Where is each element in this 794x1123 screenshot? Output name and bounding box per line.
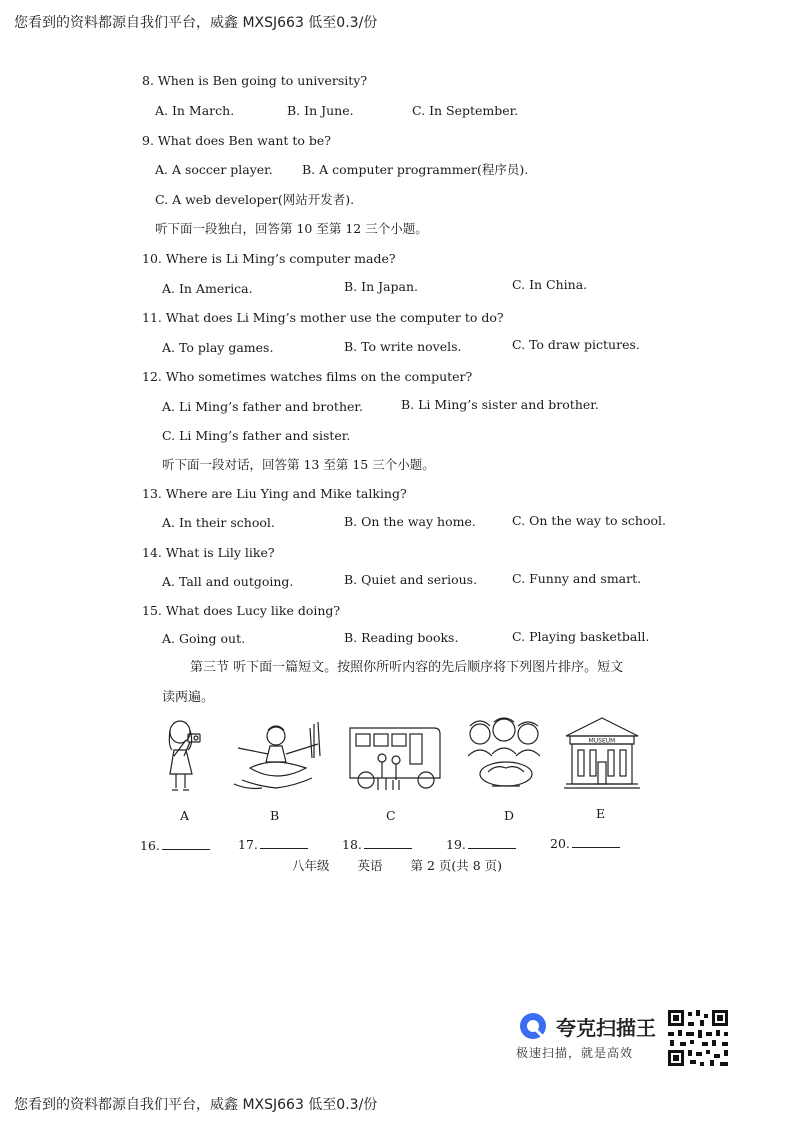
answer-blank-20[interactable] — [550, 836, 620, 851]
blank-number: 20. — [550, 836, 570, 851]
question-9: 9. What does Ben want to be? — [142, 133, 331, 148]
q11-option-a: A. To play games. — [162, 340, 274, 355]
instruction-dialog: 听下面一段对话，回答第 13 至第 15 三个小题。 — [162, 457, 435, 472]
picture-b-boy-boat — [228, 718, 328, 796]
q11-option-c: C. To draw pictures. — [512, 337, 640, 352]
instruction-monologue: 听下面一段独白，回答第 10 至第 12 三个小题。 — [155, 221, 428, 236]
footer-grade: 八年级 — [291, 858, 330, 873]
q10-option-a: A. In America. — [162, 281, 253, 296]
picture-label-a: A — [180, 808, 190, 823]
brand-name: 夸克扫描王 — [556, 1016, 656, 1040]
question-13: 13. Where are Liu Ying and Mike talking? — [142, 486, 407, 501]
question-14: 14. What is Lily like? — [142, 545, 275, 560]
q15-option-a: A. Going out. — [162, 631, 246, 646]
q15-option-c: C. Playing basketball. — [512, 629, 650, 644]
q14-option-a: A. Tall and outgoing. — [162, 574, 294, 589]
bottom-banner: 您看到的资料都源自我们平台，威鑫 MXSJ663 低至0.3/份 — [14, 1097, 378, 1113]
q12-option-c: C. Li Ming’s father and sister. — [162, 428, 351, 443]
blank-number: 16. — [140, 838, 160, 853]
picture-label-e: E — [596, 806, 606, 821]
q9-option-c: C. A web developer(网站开发者). — [155, 192, 355, 207]
picture-label-d: D — [504, 808, 515, 823]
answer-blank-18[interactable] — [342, 837, 412, 852]
question-15: 15. What does Lucy like doing? — [142, 603, 341, 618]
picture-d-friends-meal — [462, 716, 554, 798]
picture-label-c: C — [386, 808, 396, 823]
page-footer — [0, 856, 794, 874]
section3-instruction-cont: 读两遍。 — [162, 690, 215, 705]
q14-option-b: B. Quiet and serious. — [344, 572, 478, 587]
picture-a-girl-camera — [158, 718, 210, 796]
question-8: 8. When is Ben going to university? — [142, 73, 368, 88]
q8-option-c: C. In September. — [412, 103, 519, 118]
footer-subject: 英语 — [357, 858, 383, 873]
brand-slogan: 极速扫描，就是高效 — [516, 1046, 634, 1060]
question-10: 10. Where is Li Ming’s computer made? — [142, 251, 396, 266]
blank-number: 18. — [342, 837, 362, 852]
qr-code-icon — [666, 1008, 730, 1068]
picture-label-b: B — [270, 808, 280, 823]
museum-sign: MUSEUM — [588, 737, 616, 745]
q14-option-c: C. Funny and smart. — [512, 571, 642, 586]
q13-option-b: B. On the way home. — [344, 514, 476, 529]
q10-option-b: B. In Japan. — [344, 279, 419, 294]
q9-option-a: A. A soccer player. — [155, 162, 273, 177]
picture-e-museum — [562, 714, 642, 794]
picture-c-bus — [344, 718, 444, 796]
q12-option-a: A. Li Ming’s father and brother. — [162, 399, 363, 414]
quark-logo-icon — [516, 1010, 550, 1042]
answer-blank-19[interactable] — [446, 837, 516, 852]
blank-number: 17. — [238, 837, 258, 852]
question-11: 11. What does Li Ming’s mother use the computer to do? — [142, 310, 504, 325]
q8-option-b: B. In June. — [287, 103, 354, 118]
footer-page-number: 第 2 页(共 8 页) — [410, 858, 503, 873]
q13-option-c: C. On the way to school. — [512, 513, 666, 528]
q13-option-a: A. In their school. — [162, 515, 275, 530]
question-12: 12. Who sometimes watches films on the computer? — [142, 369, 473, 384]
q9-option-b: B. A computer programmer(程序员). — [302, 162, 529, 177]
top-banner: 您看到的资料都源自我们平台，威鑫 MXSJ663 低至0.3/份 — [14, 15, 378, 31]
q12-option-b: B. Li Ming’s sister and brother. — [401, 397, 599, 412]
scanner-brand — [514, 1008, 734, 1068]
blank-number: 19. — [446, 837, 466, 852]
q8-option-a: A. In March. — [155, 103, 235, 118]
q11-option-b: B. To write novels. — [344, 339, 462, 354]
q10-option-c: C. In China. — [512, 277, 588, 292]
q15-option-b: B. Reading books. — [344, 630, 459, 645]
answer-blank-17[interactable] — [238, 837, 308, 852]
answer-blank-16[interactable] — [140, 838, 210, 853]
section3-instruction: 第三节 听下面一篇短文。按照你所听内容的先后顺序将下列图片排序。短文 — [190, 660, 624, 675]
